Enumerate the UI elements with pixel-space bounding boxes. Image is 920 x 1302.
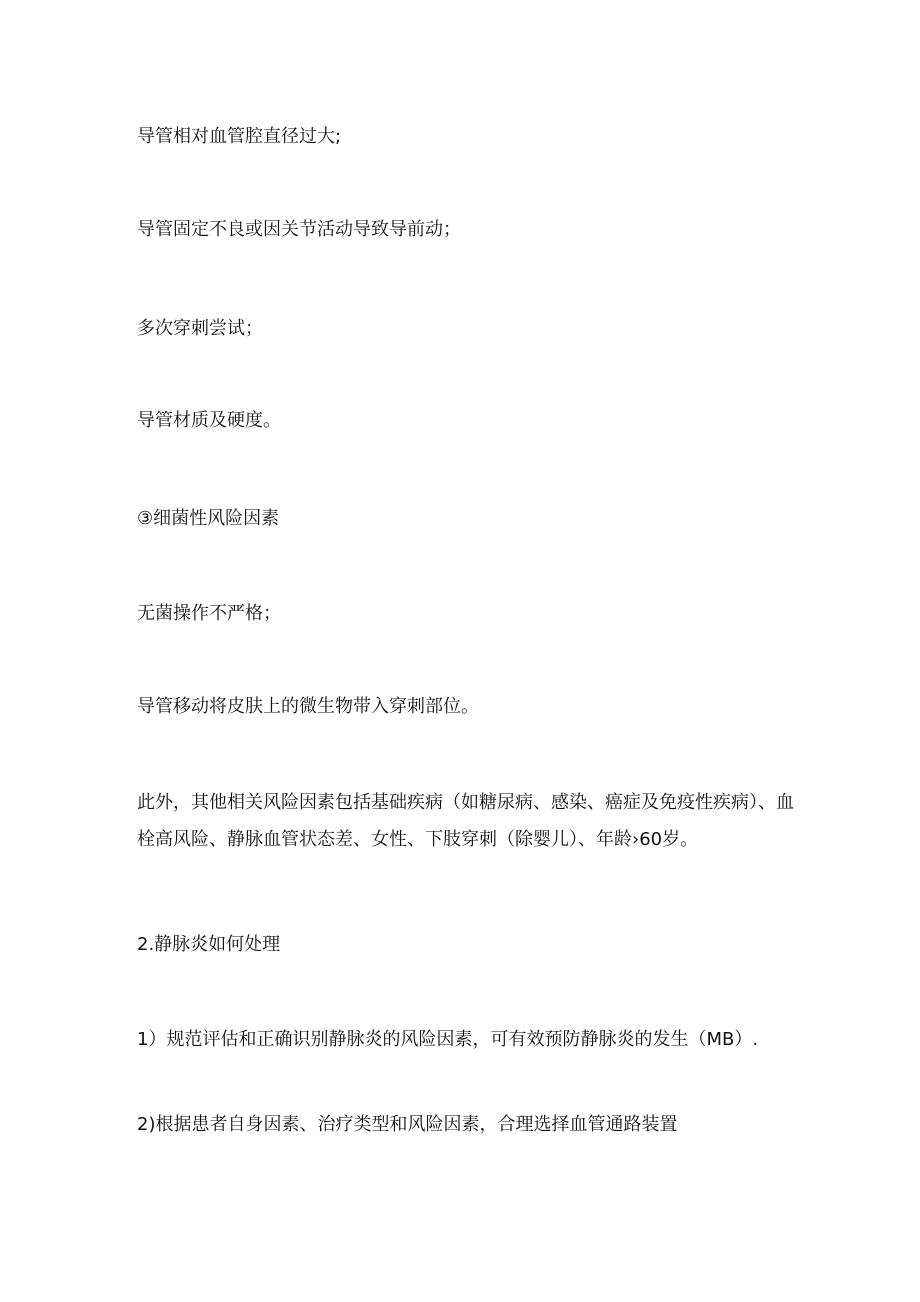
paragraph-catheter-movement: 导管移动将皮肤上的微生物带入穿刺部位。 <box>137 696 479 717</box>
paragraph-device-selection: 2)根据患者自身因素、治疗类型和风险因素，合理选择血管通路装置 <box>137 1114 678 1135</box>
paragraph-multiple-punctures: 多次穿刺尝试； <box>137 318 263 339</box>
heading-phlebitis-treatment: 2.静脉炎如何处理 <box>137 934 281 955</box>
paragraph-standard-assessment: 1）规范评估和正确识别静脉炎的风险因素，可有效预防静脉炎的发生（MB）. <box>137 1029 759 1050</box>
paragraph-catheter-fixation: 导管固定不良或因关节活动导致导前动； <box>137 219 461 240</box>
paragraph-catheter-diameter: 导管相对血管腔直径过大; <box>137 126 342 147</box>
paragraph-catheter-material: 导管材质及硬度。 <box>137 410 281 431</box>
paragraph-other-risk-factors: 此外，其他相关风险因素包括基础疾病（如糖尿病、感染、癌症及免疫性疾病）、血栓高风险、静脉血管状态差、女性、下肢穿刺（除婴儿）、年龄›60岁。 <box>137 792 794 850</box>
heading-bacterial-risk-factors: ③细菌性风险因素 <box>137 508 280 529</box>
paragraph-aseptic-operation: 无菌操作不严格； <box>137 603 281 624</box>
